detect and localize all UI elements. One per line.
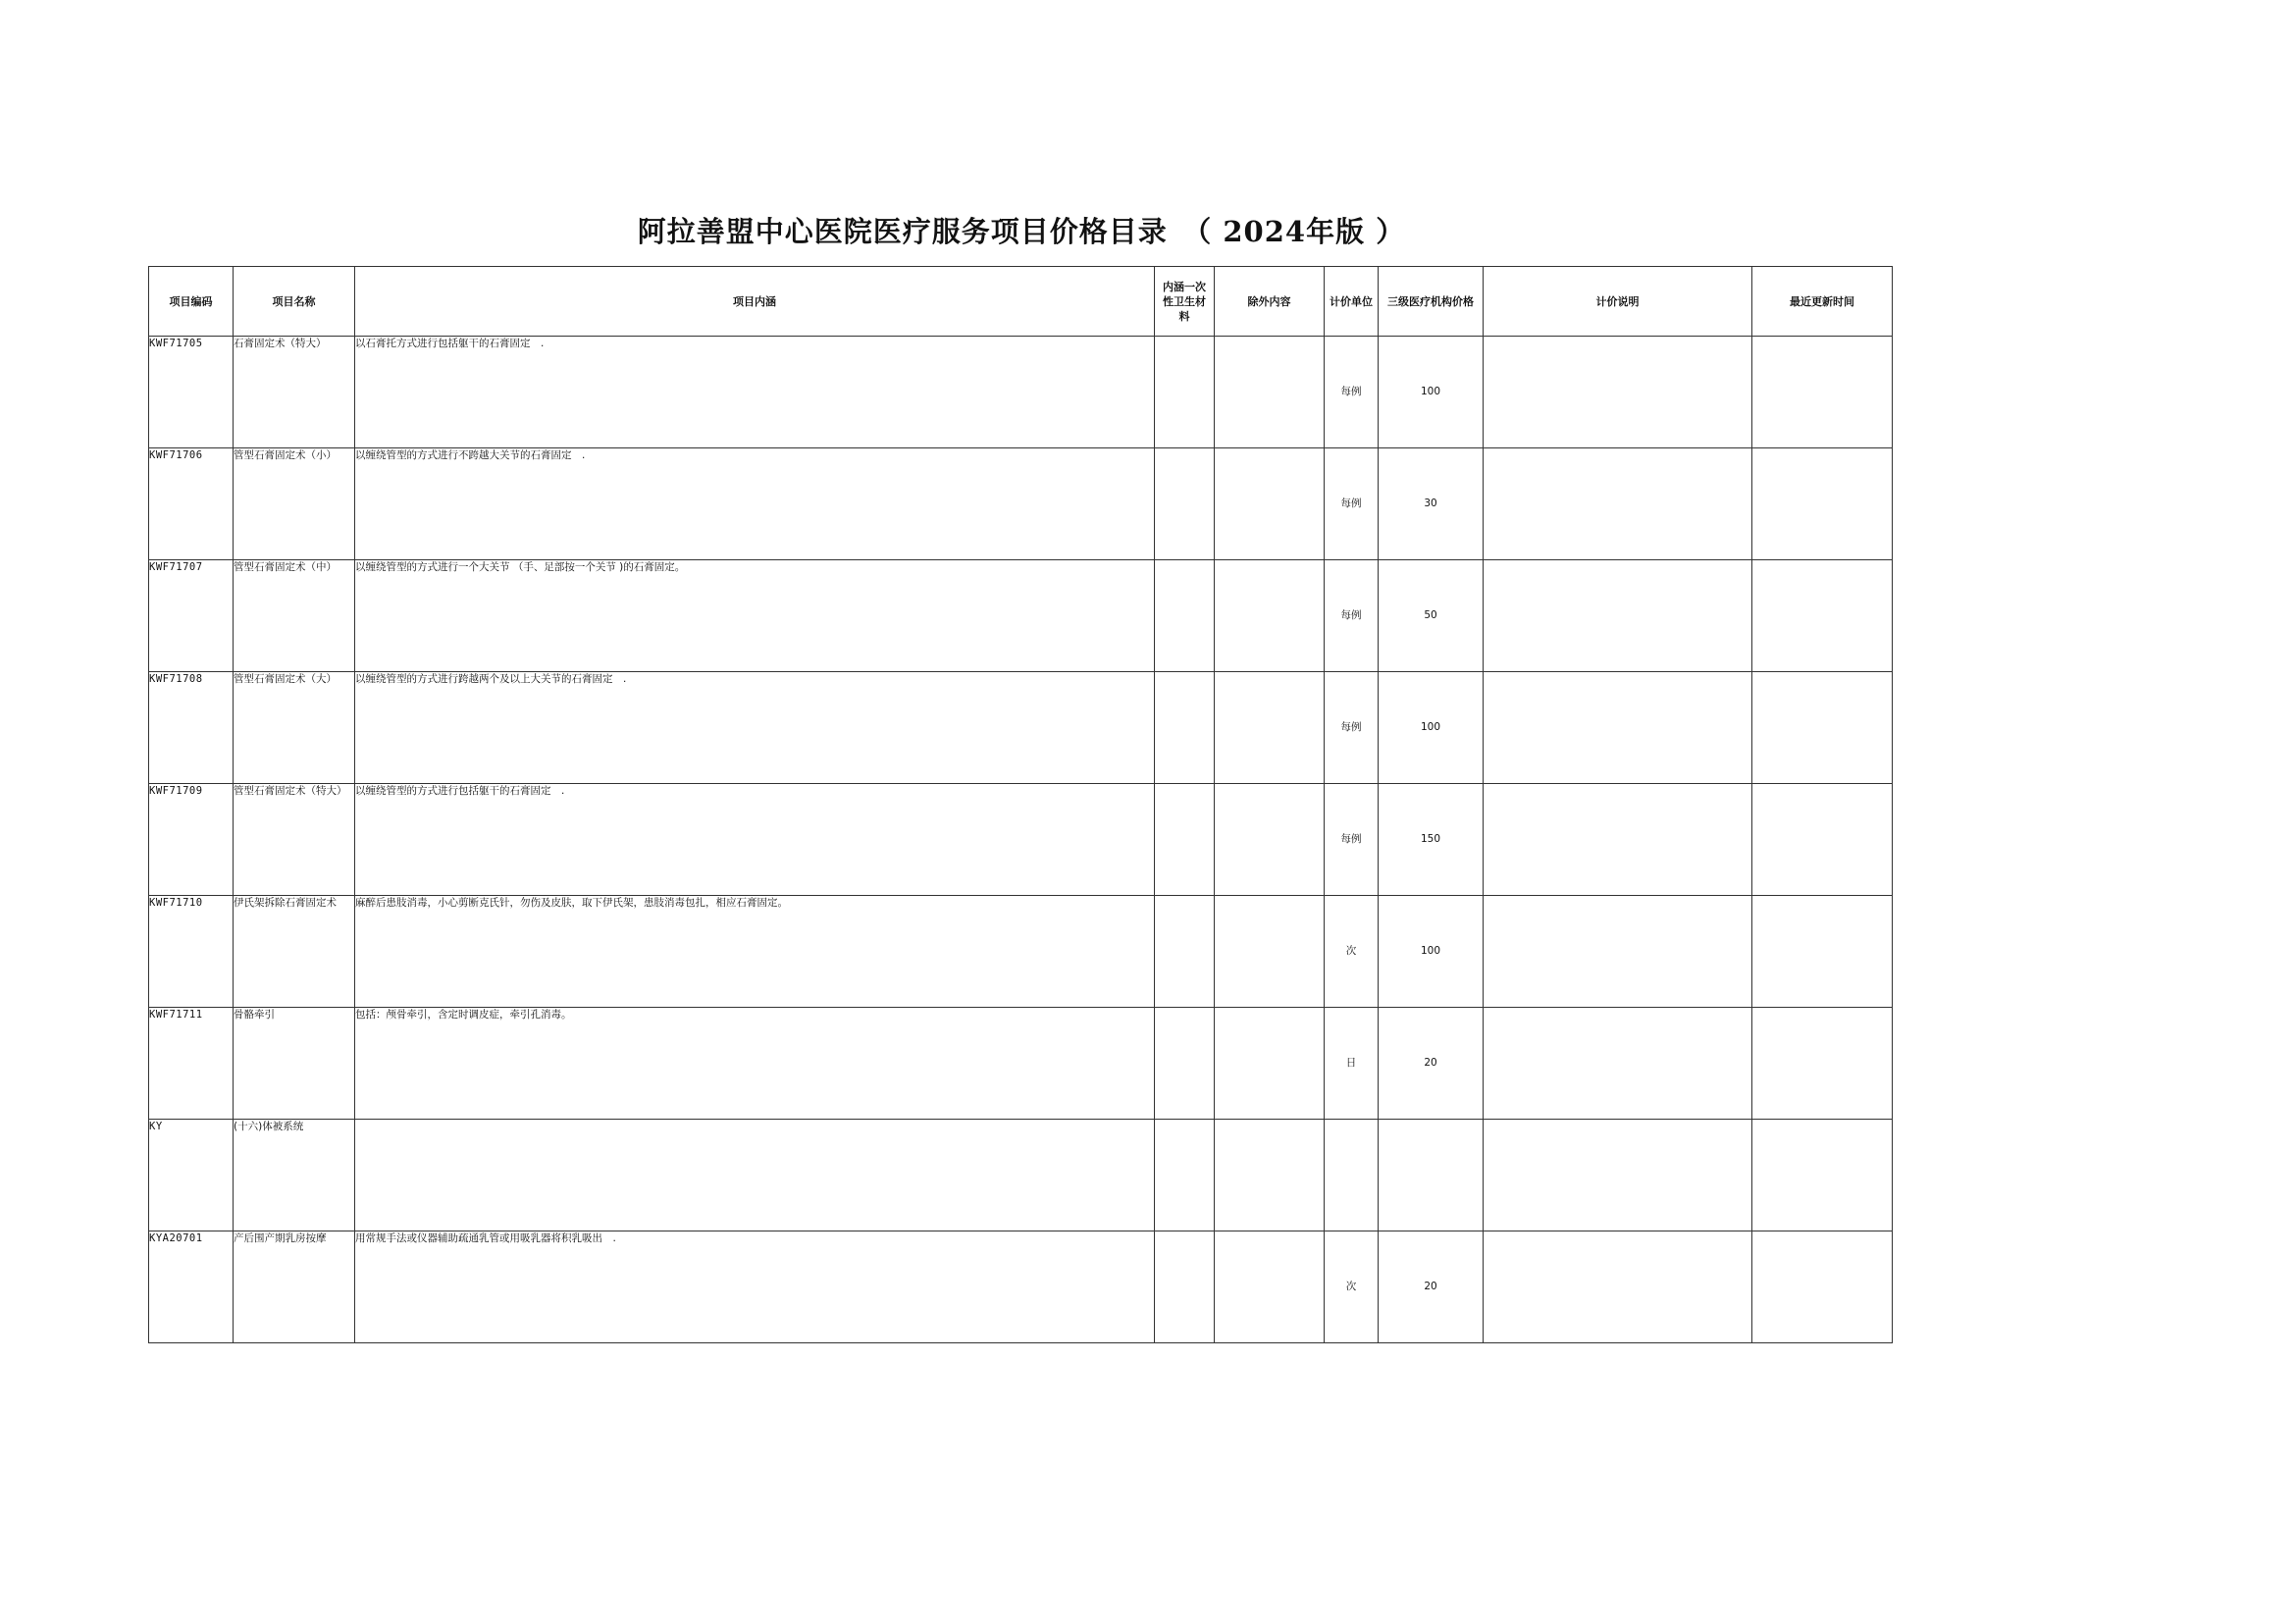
cell-code: KWF71708 [149, 672, 234, 784]
table-row [149, 784, 1893, 896]
cell-content: 用常规手法或仪器辅助疏通乳管或用吸乳器将积乳吸出 . [355, 1231, 1155, 1343]
cell-notes [1484, 448, 1752, 560]
header-code: 项目编码 [149, 267, 234, 337]
table-row [149, 560, 1893, 672]
header-name: 项目名称 [234, 267, 355, 337]
cell-updated [1752, 448, 1893, 560]
cell-exclusions [1215, 560, 1325, 672]
cell-updated [1752, 896, 1893, 1008]
cell-notes [1484, 896, 1752, 1008]
cell-notes [1484, 1008, 1752, 1120]
header-exclusions: 除外内容 [1215, 267, 1325, 337]
cell-code: KWF71707 [149, 560, 234, 672]
cell-notes [1484, 1120, 1752, 1231]
cell-consumables [1155, 672, 1215, 784]
cell-price [1379, 1120, 1484, 1231]
document-title: 阿拉善盟中心医院医疗服务项目价格目录 （ 2024年版 ） [637, 215, 1406, 248]
cell-unit: 每例 [1325, 672, 1379, 784]
cell-code: KY [149, 1120, 234, 1231]
cell-notes [1484, 672, 1752, 784]
cell-consumables [1155, 896, 1215, 1008]
header-consumables: 内涵一次性卫生材料 [1155, 267, 1215, 337]
cell-name: 产后围产期乳房按摩 [234, 1231, 355, 1343]
cell-code: KWF71706 [149, 448, 234, 560]
cell-exclusions [1215, 448, 1325, 560]
cell-updated [1752, 1231, 1893, 1343]
cell-price: 100 [1379, 337, 1484, 448]
cell-code: KYA20701 [149, 1231, 234, 1343]
cell-content [355, 1120, 1155, 1231]
cell-consumables [1155, 784, 1215, 896]
cell-updated [1752, 560, 1893, 672]
cell-price: 150 [1379, 784, 1484, 896]
cell-price: 30 [1379, 448, 1484, 560]
cell-consumables [1155, 560, 1215, 672]
cell-price: 20 [1379, 1008, 1484, 1120]
cell-name: 骨骼牵引 [234, 1008, 355, 1120]
cell-unit: 每例 [1325, 784, 1379, 896]
table-row [149, 1231, 1893, 1343]
cell-name: 管型石膏固定术（中） [234, 560, 355, 672]
cell-unit: 次 [1325, 896, 1379, 1008]
cell-name: 管型石膏固定术（小） [234, 448, 355, 560]
header-price: 三级医疗机构价格 [1379, 267, 1484, 337]
cell-notes [1484, 784, 1752, 896]
cell-code: KWF71710 [149, 896, 234, 1008]
cell-updated [1752, 672, 1893, 784]
table-header-row [149, 267, 1893, 337]
cell-price: 100 [1379, 896, 1484, 1008]
cell-exclusions [1215, 896, 1325, 1008]
cell-exclusions [1215, 1008, 1325, 1120]
cell-code: KWF71709 [149, 784, 234, 896]
cell-exclusions [1215, 1120, 1325, 1231]
cell-content: 包括：颅骨牵引，含定时调皮症，牵引孔消毒。 [355, 1008, 1155, 1120]
cell-name: (十六)体被系统 [234, 1120, 355, 1231]
cell-content: 以石膏托方式进行包括躯干的石膏固定 . [355, 337, 1155, 448]
cell-name: 管型石膏固定术（大） [234, 672, 355, 784]
cell-unit: 每例 [1325, 448, 1379, 560]
cell-consumables [1155, 1120, 1215, 1231]
cell-exclusions [1215, 672, 1325, 784]
cell-code: KWF71705 [149, 337, 234, 448]
cell-notes [1484, 337, 1752, 448]
header-content: 项目内涵 [355, 267, 1155, 337]
cell-exclusions [1215, 337, 1325, 448]
cell-notes [1484, 560, 1752, 672]
cell-unit [1325, 1120, 1379, 1231]
cell-name: 管型石膏固定术（特大） [234, 784, 355, 896]
cell-updated [1752, 1120, 1893, 1231]
cell-updated [1752, 784, 1893, 896]
cell-unit: 每例 [1325, 337, 1379, 448]
cell-unit: 每例 [1325, 560, 1379, 672]
header-updated: 最近更新时间 [1752, 267, 1893, 337]
cell-notes [1484, 1231, 1752, 1343]
cell-price: 100 [1379, 672, 1484, 784]
header-unit: 计价单位 [1325, 267, 1379, 337]
cell-updated [1752, 1008, 1893, 1120]
cell-exclusions [1215, 784, 1325, 896]
cell-consumables [1155, 337, 1215, 448]
cell-price: 20 [1379, 1231, 1484, 1343]
cell-consumables [1155, 1231, 1215, 1343]
cell-content: 以缠绕管型的方式进行包括躯干的石膏固定 . [355, 784, 1155, 896]
table-row [149, 337, 1893, 448]
cell-unit: 次 [1325, 1231, 1379, 1343]
cell-price: 50 [1379, 560, 1484, 672]
cell-updated [1752, 337, 1893, 448]
cell-code: KWF71711 [149, 1008, 234, 1120]
cell-content: 麻醉后患肢消毒，小心剪断克氏针，勿伤及皮肤，取下伊氏架，患肢消毒包扎，相应石膏固定。 [355, 896, 1155, 1008]
cell-name: 石膏固定术（特大） [234, 337, 355, 448]
cell-exclusions [1215, 1231, 1325, 1343]
header-notes: 计价说明 [1484, 267, 1752, 337]
cell-consumables [1155, 1008, 1215, 1120]
cell-content: 以缠绕管型的方式进行不跨越大关节的石膏固定 . [355, 448, 1155, 560]
table-row [149, 448, 1893, 560]
table-row [149, 672, 1893, 784]
cell-content: 以缠绕管型的方式进行跨越两个及以上大关节的石膏固定 . [355, 672, 1155, 784]
cell-content: 以缠绕管型的方式进行一个大关节 （手、足部按一个关节 )的石膏固定。 [355, 560, 1155, 672]
table-row [149, 1120, 1893, 1231]
table-row [149, 896, 1893, 1008]
table-row [149, 1008, 1893, 1120]
cell-name: 伊氏架拆除石膏固定术 [234, 896, 355, 1008]
cell-consumables [1155, 448, 1215, 560]
price-table [148, 266, 1893, 1343]
cell-unit: 日 [1325, 1008, 1379, 1120]
